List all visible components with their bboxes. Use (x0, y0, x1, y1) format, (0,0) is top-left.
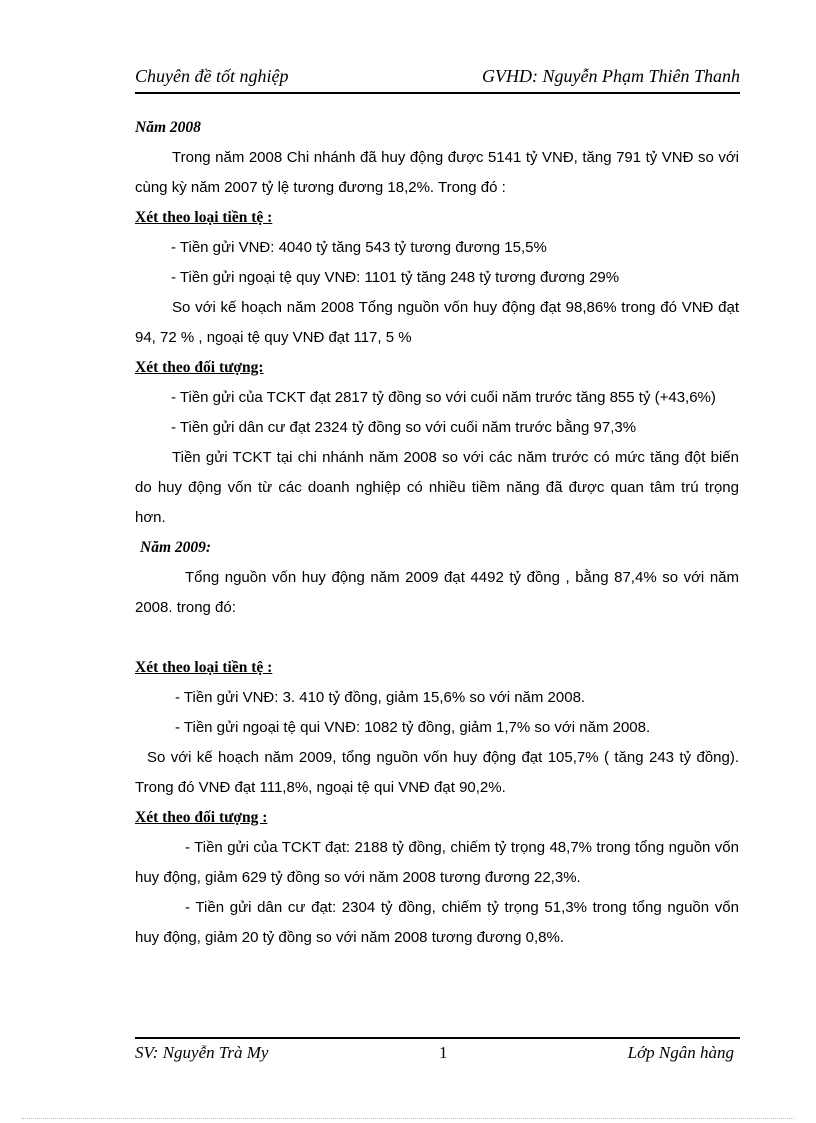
subheading-2008-object: Xét theo đối tượng: (135, 359, 264, 376)
page-bottom-divider (22, 1118, 794, 1119)
subheading-2009-object: Xét theo đối tượng : (135, 809, 268, 826)
list-item-2009-object-2: - Tiền gửi dân cư đạt: 2304 tỷ đồng, chiếm tỷ trọng 51,3% trong tổng nguồn vốn huy động, giảm 20 tỷ đồng so với năm 2008 tương đương 0,8%. (135, 899, 739, 946)
page-footer (135, 1037, 740, 1069)
list-item-2008-object-2: - Tiền gửi dân cư đạt 2324 tỷ đồng so với cuối năm trước bằng 97,3% (171, 419, 637, 436)
paragraph-2008-intro: Trong năm 2008 Chi nhánh đã huy động được 5141 tỷ VNĐ, tăng 791 tỷ VNĐ so với cùng kỳ năm 2007 tỷ lệ tương đương 18,2%. Trong đó : (135, 149, 739, 196)
subheading-2009-currency: Xét theo loại tiền tệ : (135, 659, 273, 676)
heading-2008: Năm 2008 (135, 119, 201, 136)
paragraph-2008-note: Tiền gửi TCKT tại chi nhánh năm 2008 so với các năm trước có mức tăng đột biến do huy động vốn từ các doanh nghiệp có nhiều tiềm năng đã được quan tâm trú trọng hơn. (135, 449, 739, 526)
list-item-2009-currency-1: - Tiền gửi VNĐ: 3. 410 tỷ đồng, giảm 15,6% so với năm 2008. (175, 689, 586, 706)
document-body (135, 113, 739, 953)
footer-student: SV: Nguyễn Trà My (135, 1043, 269, 1062)
paragraph-2008-plan: So với kế hoạch năm 2008 Tổng nguồn vốn huy động đạt 98,86% trong đó VNĐ đạt 94, 72 % , ngoại tệ quy VNĐ đạt 117, 5 % (135, 299, 739, 346)
header-right-advisor: GVHD: Nguyễn Phạm Thiên Thanh (482, 66, 740, 86)
paragraph-2009-plan: So với kế hoạch năm 2009, tổng nguồn vốn huy động đạt 105,7% ( tăng 243 tỷ đồng). Trong đó VNĐ đạt 111,8%, ngoại tệ qui VNĐ đạt 90,2%. (135, 749, 739, 796)
page-number: 1 (439, 1043, 448, 1062)
list-item-2009-object-1: - Tiền gửi của TCKT đạt: 2188 tỷ đồng, chiếm tỷ trọng 48,7% trong tổng nguồn vốn huy động, giảm 629 tỷ đồng so với năm 2008 tương đương 22,3%. (135, 839, 739, 886)
subheading-2008-currency: Xét theo loại tiền tệ : (135, 209, 273, 226)
page-header (135, 66, 740, 94)
header-left-title: Chuyên đề tốt nghiệp (135, 66, 289, 86)
paragraph-2009-intro: Tổng nguồn vốn huy động năm 2009 đạt 4492 tỷ đồng , bằng 87,4% so với năm 2008. trong đó: (135, 569, 739, 616)
list-item-2008-currency-1: - Tiền gửi VNĐ: 4040 tỷ tăng 543 tỷ tương đương 15,5% (171, 239, 547, 256)
list-item-2009-currency-2: - Tiền gửi ngoại tệ qui VNĐ: 1082 tỷ đồng, giảm 1,7% so với năm 2008. (175, 719, 651, 736)
heading-2009: Năm 2009: (140, 539, 212, 556)
list-item-2008-currency-2: - Tiền gửi ngoại tệ quy VNĐ: 1101 tỷ tăng 248 tỷ tương đương 29% (171, 269, 620, 286)
spacer (135, 623, 739, 653)
footer-class: Lớp Ngân hàng (627, 1043, 734, 1062)
list-item-2008-object-1: - Tiền gửi của TCKT đạt 2817 tỷ đồng so với cuối năm trước tăng 855 tỷ (+43,6%) (171, 389, 716, 406)
